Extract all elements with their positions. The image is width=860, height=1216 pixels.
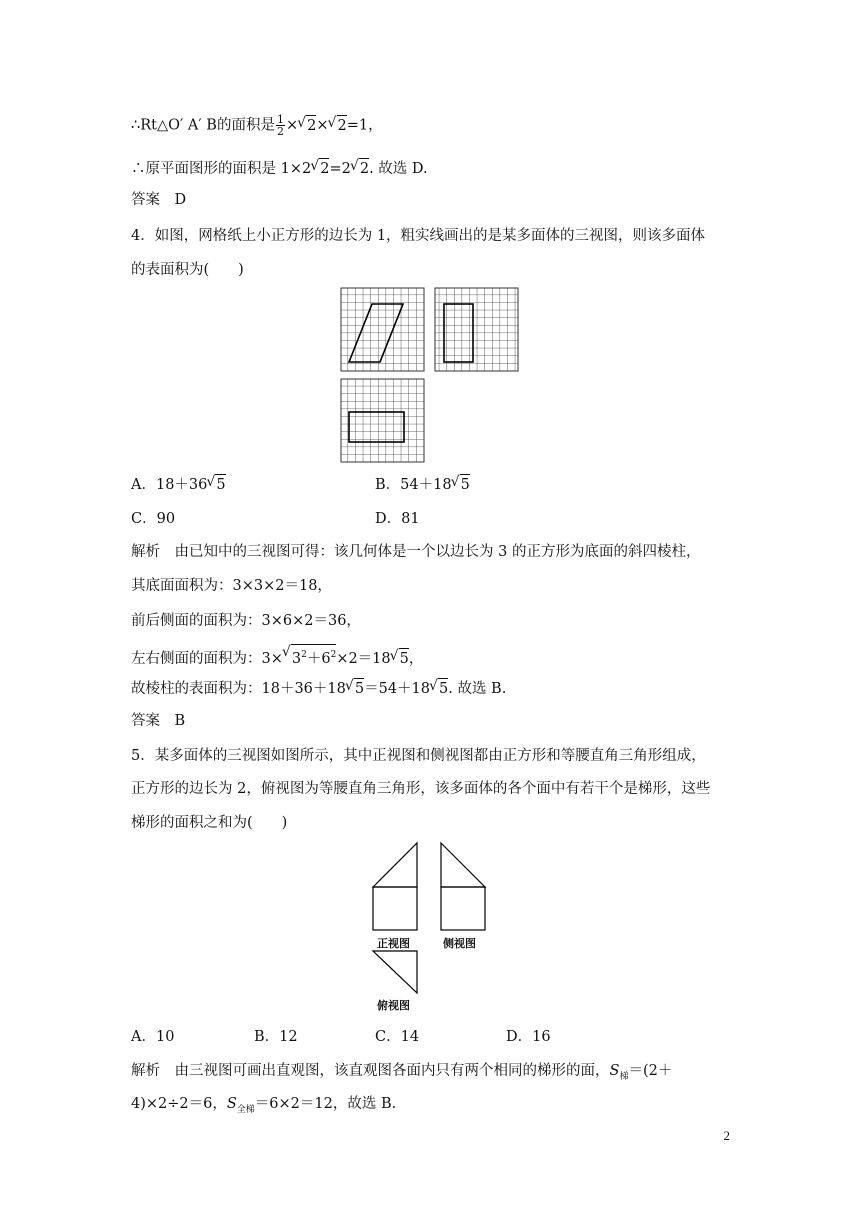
question-5-line-3: 梯形的面积之和为( ) xyxy=(131,815,288,831)
question-4-line-1: 4．如图，网格纸上小正方形的边长为 1，粗实线画出的是某多面体的三视图，则该多面体 xyxy=(131,228,706,244)
page-number: 2 xyxy=(723,1128,730,1143)
numerator: 1 xyxy=(276,113,284,126)
text-line-1 xyxy=(131,114,383,137)
sqrt: √ 2 xyxy=(359,158,369,179)
option-b[interactable] xyxy=(375,474,470,495)
exponent: 2 xyxy=(301,650,307,660)
question-5-line-2: 正方形的边长为 2，俯视图为等腰直角三角形，该多面体的各个面中有若干个是梯形，这些 xyxy=(131,781,711,797)
plus-term: ＋6 xyxy=(306,650,331,667)
line-text: 故棱柱的表面积为：18＋36＋18 xyxy=(131,681,346,697)
variable-s: S xyxy=(609,1063,620,1079)
grid-top-view xyxy=(341,379,424,462)
option-c[interactable]: C．90 xyxy=(131,511,176,527)
answer-2: 答案 B xyxy=(131,713,186,729)
line-text: . 故选 D. xyxy=(369,161,428,177)
top-view-label: 俯视图 xyxy=(377,999,410,1012)
sqrt: √ 2 xyxy=(306,115,316,136)
side-view-label: 侧视图 xyxy=(443,937,476,950)
line-text: 左右侧面的面积为：3× xyxy=(131,650,283,667)
option-text: B．54＋18 xyxy=(375,477,452,493)
front-view-shape xyxy=(373,843,417,930)
solution-4-line-2: 其底面面积为：3×3×2＝18， xyxy=(131,578,332,594)
question-5-line-1: 5．某多面体的三视图如图所示，其中正视图和侧视图都由正方形和等腰直角三角形组成， xyxy=(131,748,706,764)
grid-front-view xyxy=(341,288,424,371)
sqrt: √ 5 xyxy=(399,648,409,669)
solution-4-line-5 xyxy=(131,678,506,699)
q4-three-view-figure xyxy=(340,287,520,463)
line-text: . 故选 B. xyxy=(448,681,507,697)
solution-4-line-3: 前后侧面的面积为：3×6×2＝36， xyxy=(131,613,361,629)
exponent: 2 xyxy=(330,650,337,660)
sqrt: √ 5 xyxy=(354,678,364,699)
option-d[interactable]: D．81 xyxy=(375,511,420,527)
solution-5-line-2 xyxy=(131,1094,396,1120)
solution-4-line-1: 解析 由已知中的三视图可得：该几何体是一个以边长为 3 的正方形为底面的斜四棱柱， xyxy=(131,544,701,560)
sqrt: √ 5 xyxy=(438,678,448,699)
sqrt xyxy=(291,644,336,669)
sqrt: √ 2 xyxy=(337,115,347,136)
option-a[interactable]: A．10 xyxy=(131,1029,175,1045)
text-line-2 xyxy=(131,158,428,179)
line-text: ∴原平面图形的面积是 1×2 xyxy=(131,161,312,177)
line-text: 4)×2÷2＝6， xyxy=(131,1096,227,1112)
option-d[interactable]: D．16 xyxy=(506,1029,551,1045)
times-sign: × xyxy=(285,117,299,134)
side-view-shape xyxy=(441,843,485,930)
option-a[interactable] xyxy=(131,474,226,495)
line-text: 解析 由三视图可画出直观图，该直观图各面内只有两个相同的梯形的面， xyxy=(131,1063,610,1079)
option-b[interactable]: B．12 xyxy=(254,1029,298,1045)
line-text: ∴Rt△O′ A′ B的面积是 xyxy=(131,117,275,134)
denominator: 2 xyxy=(276,125,284,138)
solution-4-line-4 xyxy=(131,644,423,669)
sqrt: √ 5 xyxy=(215,474,225,495)
variable-s: S xyxy=(226,1096,237,1112)
fraction xyxy=(276,114,285,137)
subscript: 梯 xyxy=(619,1071,629,1082)
base: 3 xyxy=(291,650,302,667)
line-text: =1， xyxy=(346,117,383,134)
front-view-label: 正视图 xyxy=(377,937,410,950)
option-c[interactable]: C．14 xyxy=(375,1029,420,1045)
line-text: ＝54＋18 xyxy=(364,681,430,697)
line-text: ＝6×2＝12，故选 B. xyxy=(254,1096,397,1112)
option-text: A．18＋36 xyxy=(131,477,208,493)
line-text: ， xyxy=(408,650,424,667)
sqrt: √ 2 xyxy=(319,158,329,179)
times-sign: × xyxy=(316,117,329,134)
line-text: =2 xyxy=(329,161,351,177)
line-text: ＝(2＋ xyxy=(628,1063,673,1079)
sqrt: √ 5 xyxy=(460,474,470,495)
q5-three-view-figure xyxy=(370,840,490,1015)
answer-1: 答案 D xyxy=(131,192,187,208)
solution-5-line-1 xyxy=(131,1061,672,1087)
top-view-shape xyxy=(373,951,417,993)
subscript: 全梯 xyxy=(236,1104,255,1115)
grid-side-view xyxy=(435,288,518,371)
question-4-line-2: 的表面积为( ) xyxy=(131,262,244,278)
line-text: ×2＝18 xyxy=(336,650,391,667)
